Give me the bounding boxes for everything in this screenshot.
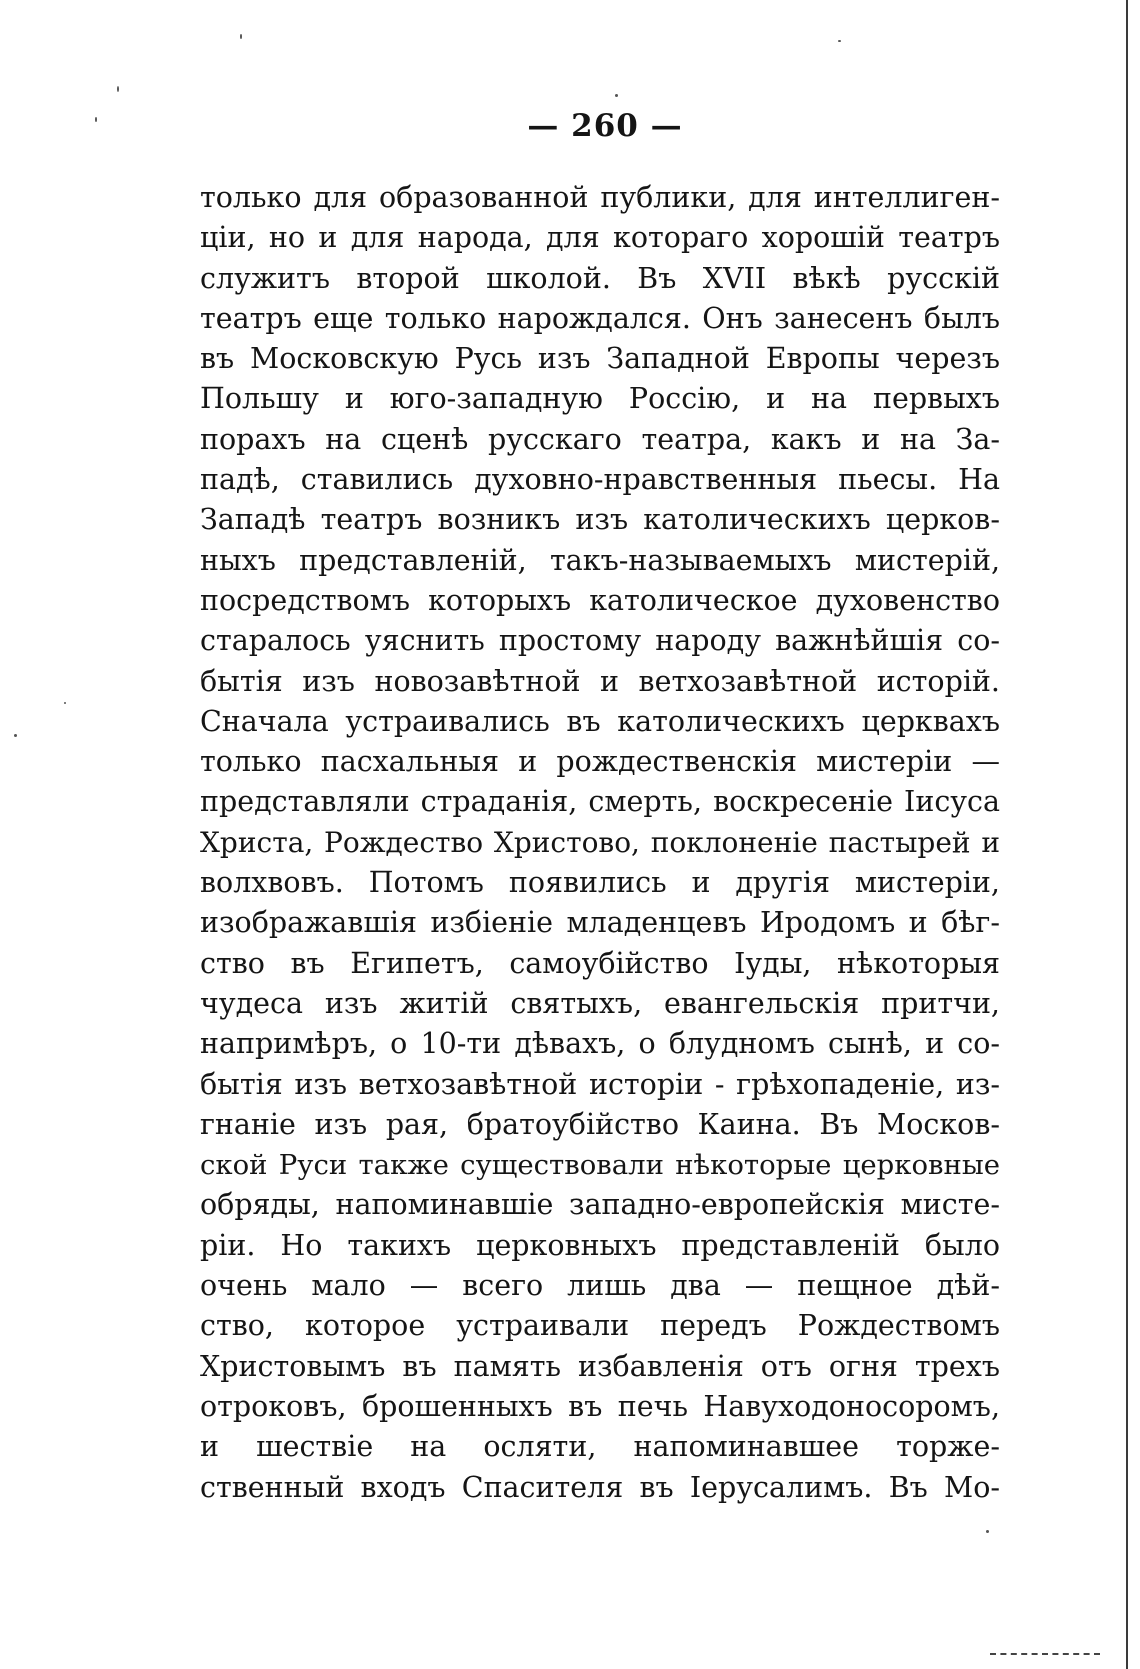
text-line: порахъ на сценѣ русскаго театра, какъ и на За- (200, 422, 1000, 456)
text-line: изображавшія избіеніе младенцевъ Иродомъ и бѣг- (200, 906, 1000, 940)
text-line: ственный входъ Спасителя въ Іерусалимъ. Въ Мо- (200, 1470, 1000, 1504)
text-line: старалось уяснить простому народу важнѣйшія со- (200, 624, 1000, 658)
text-line: посредствомъ которыхъ католическое духовенство (200, 583, 1000, 617)
text-line: волхвовъ. Потомъ появились и другія мистеріи, (200, 866, 1000, 900)
text-line: ныхъ представленій, такъ-называемыхъ мистерій, (200, 543, 1000, 577)
text-line: Христовымъ въ память избавленія отъ огня трехъ (200, 1349, 1000, 1383)
text-line: отроковъ, брошенныхъ въ печь Навуходоносоромъ, (200, 1389, 1000, 1423)
text-line: напримѣръ, о 10-ти дѣвахъ, о блудномъ сынѣ, и со- (200, 1027, 1000, 1061)
text-line: падѣ, ставились духовно-нравственныя пьесы. На (200, 463, 1000, 497)
text-line: только пасхальныя и рождественскія мистеріи — (200, 745, 1000, 779)
speck (117, 86, 119, 92)
text-line: Христа, Рождество Христово, поклоненіе пастырей и (200, 825, 1000, 859)
text-line: ціи, но и для народа, для котораго хорошій театръ (200, 221, 1000, 255)
speck (986, 1530, 989, 1533)
text-line: только для образованной публики, для интеллиген- (200, 181, 1000, 214)
text-line: чудеса изъ житій святыхъ, евангельскія притчи, (200, 986, 1000, 1020)
text-line: обряды, напоминавшіе западно-европейскія мисте- (200, 1188, 1000, 1222)
text-line: и шествіе на осляти, напоминавшее торже- (200, 1430, 1000, 1464)
text-line: ріи. Но такихъ церковныхъ представленій было (200, 1228, 1000, 1262)
page-number: — 260 — (527, 108, 683, 144)
speck (615, 94, 618, 97)
text-line: въ Московскую Русь изъ Западной Европы черезъ (200, 342, 1000, 376)
text-line: ской Руси также существовали нѣкоторые церковные (200, 1149, 1000, 1182)
speck (14, 734, 17, 737)
text-line: гнаніе изъ рая, братоубійство Каина. Въ Москов- (200, 1107, 1000, 1141)
body-text (200, 178, 1000, 1508)
text-line: представляли страданія, смерть, воскресеніе Іисуса (200, 785, 1000, 819)
scan-edge-mark (990, 1647, 1100, 1655)
text-line: бытія изъ новозавѣтной и ветхозавѣтной исторій. (200, 664, 1000, 698)
text-line: ство въ Египетъ, самоубійство Іуды, нѣкоторыя (200, 946, 1000, 980)
speck (64, 702, 66, 704)
text-line: бытія изъ ветхозавѣтной исторіи - грѣхопаденіе, из- (200, 1067, 1000, 1101)
speck (240, 34, 242, 39)
text-line: Польшу и юго-западную Россію, и на первыхъ (200, 382, 1000, 416)
text-line: театръ еще только нарождался. Онъ занесенъ былъ (200, 301, 1000, 335)
text-line: служитъ второй школой. Въ XVII вѣкѣ русскій (200, 261, 1000, 295)
speck (838, 40, 841, 42)
text-line: Западѣ театръ возникъ изъ католическихъ церков- (200, 503, 1000, 537)
text-line: ство, которое устраивали передъ Рождествомъ (200, 1309, 1000, 1343)
text-line: очень мало — всего лишь два — пещное дѣй- (200, 1269, 1000, 1303)
text-line: Сначала устраивались въ католическихъ церквахъ (200, 704, 1000, 738)
page-edge-line (1126, 0, 1128, 1669)
